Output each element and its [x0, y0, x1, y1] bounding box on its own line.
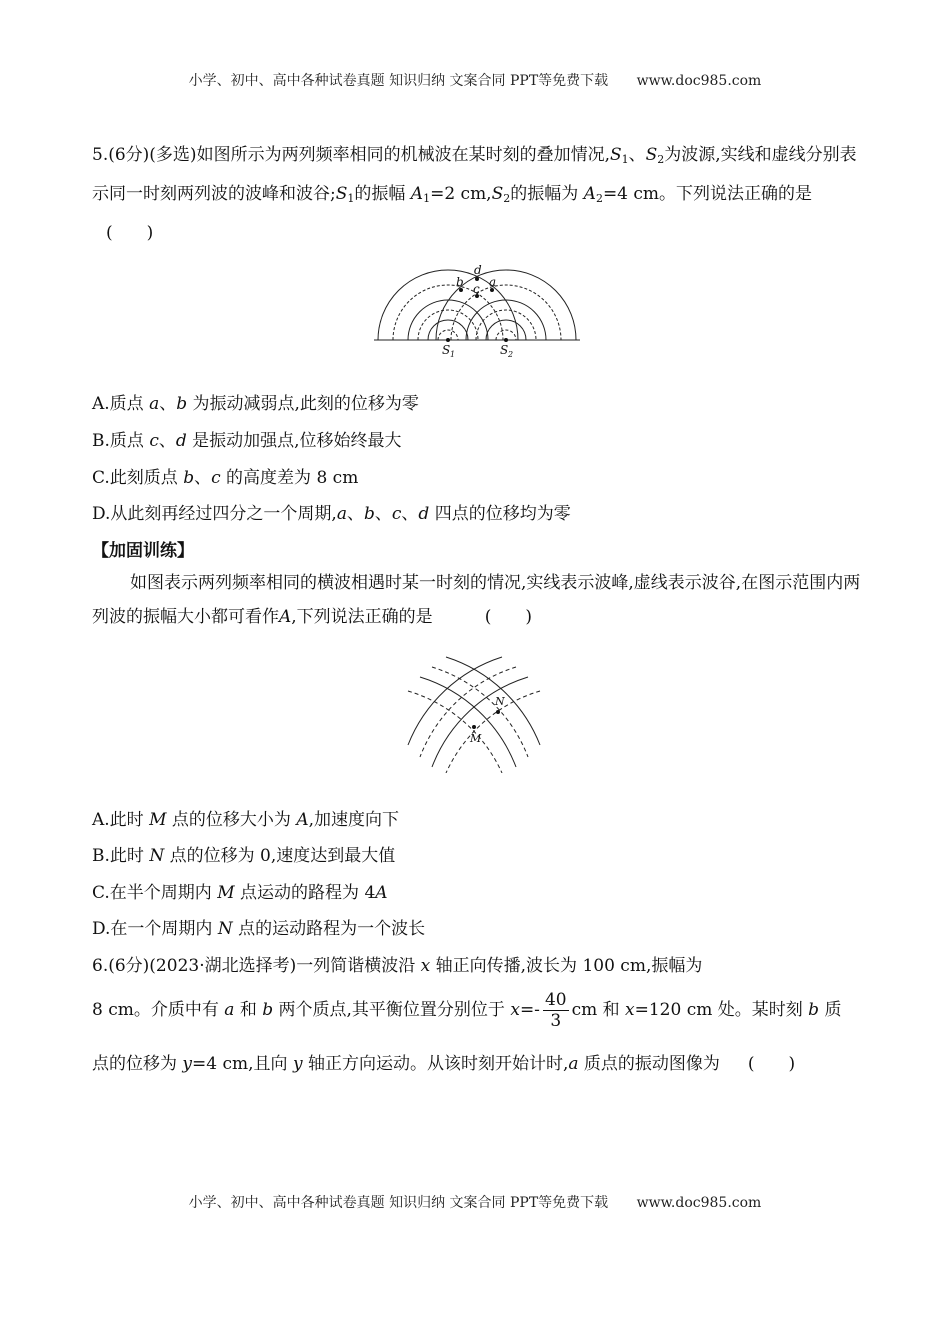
q6-line-3 — [92, 1049, 795, 1074]
opt-var: A — [296, 810, 309, 830]
footer-text: 小学、初中、高中各种试卷真题 知识归纳 文案合同 PPT等免费下载 — [188, 1195, 609, 1211]
label-s1: S — [442, 343, 451, 357]
drill-option-d[interactable] — [92, 914, 425, 939]
var-a: A — [583, 184, 596, 204]
q6-text: 两个质点,其平衡位置分别位于 — [278, 1000, 505, 1020]
wave-superposition-figure — [372, 262, 582, 360]
opt-var: M — [149, 810, 167, 830]
q6-text: =4 cm,且向 — [192, 1054, 288, 1074]
q6-text: =- — [519, 1000, 540, 1020]
opt-text: ,加速度向下 — [308, 810, 400, 830]
header-text: 小学、初中、高中各种试卷真题 知识归纳 文案合同 PPT等免费下载 — [188, 73, 609, 89]
drill-stem-text: ,下列说法正确的是 — [291, 607, 433, 627]
var-s: S — [491, 184, 504, 204]
opt-var: c — [211, 468, 221, 488]
q5-stem-text: =2 cm, — [430, 184, 492, 204]
var-a: a — [224, 1000, 235, 1020]
q5-option-d[interactable] — [92, 499, 571, 524]
var-s: S — [609, 145, 622, 165]
point-m — [472, 725, 476, 729]
q5-stem-text: =4 cm。下列说法正确的是 — [602, 184, 813, 204]
opt-var: c — [391, 504, 402, 524]
opt-var: d — [418, 504, 430, 524]
q6-text: 轴正方向运动。从该时刻开始计时, — [307, 1054, 569, 1074]
opt-text: D.在一个周期内 — [92, 919, 213, 939]
label-s2-sub: 2 — [508, 350, 514, 359]
opt-text: 是振动加强点,位移始终最大 — [192, 431, 402, 451]
var-x: x — [625, 1000, 635, 1020]
label-c: c — [473, 282, 480, 296]
opt-text: 点的位移大小为 — [171, 810, 291, 830]
fraction-denominator: 3 — [550, 1011, 562, 1031]
opt-text: A.质点 — [92, 394, 144, 414]
label-b: b — [456, 275, 464, 289]
opt-sep: 、 — [346, 504, 364, 524]
opt-var: a — [336, 504, 347, 524]
var-x: x — [510, 1000, 520, 1020]
answer-paren: ( ) — [106, 223, 154, 243]
q6-text: 轴正向传播,波长为 100 cm,振幅为 — [435, 956, 703, 976]
header-url[interactable]: www.doc985.com — [636, 73, 762, 89]
q6-text: 点的位移为 — [92, 1054, 177, 1074]
drill-option-a[interactable] — [92, 805, 399, 830]
fraction-numerator: 40 — [544, 990, 567, 1010]
opt-text: D.从此刻再经过四分之一个周期, — [92, 504, 337, 524]
opt-sep: 、 — [159, 394, 177, 414]
opt-text: 四点的位移均为零 — [434, 504, 571, 524]
q5-stem-text: 为波源,实线和虚线分别表示同一时刻两列波的波峰和波谷; — [92, 145, 857, 204]
opt-text: 点的运动路程为一个波长 — [238, 919, 426, 939]
opt-sep: 、 — [401, 504, 419, 524]
section-title: 【加固训练】 — [92, 541, 194, 561]
var-x: x — [420, 956, 431, 976]
q5-option-a[interactable] — [92, 389, 419, 414]
drill-option-c[interactable] — [92, 878, 388, 903]
label-s2: S — [500, 343, 509, 357]
opt-var: c — [149, 431, 159, 451]
answer-paren: ( ) — [747, 1054, 796, 1074]
page-footer — [0, 1192, 950, 1212]
label-a: a — [489, 275, 497, 289]
q6-text: =120 cm 处。某时刻 — [634, 1000, 803, 1020]
opt-var: b — [363, 504, 375, 524]
var-b: b — [262, 1000, 274, 1020]
opt-sep: 、 — [194, 468, 212, 488]
var-s: S — [335, 184, 348, 204]
q6-text: cm 和 — [571, 1000, 620, 1020]
answer-paren: ( ) — [484, 607, 532, 627]
q5-option-b[interactable] — [92, 426, 402, 451]
label-s1-sub: 1 — [450, 350, 456, 359]
q6-line-2 — [92, 990, 841, 1031]
var-y: y — [182, 1054, 193, 1074]
label-n: N — [495, 695, 505, 708]
q6-text: 质 — [824, 1000, 842, 1020]
q6-text: 质点的振动图像为 — [583, 1054, 720, 1074]
opt-var: N — [149, 846, 165, 866]
q5-stem-text: 的振幅为 — [510, 184, 579, 204]
opt-sep: 、 — [374, 504, 392, 524]
footer-url[interactable]: www.doc985.com — [636, 1195, 762, 1211]
opt-var: b — [183, 468, 195, 488]
opt-text: 点运动的路程为 4 — [240, 883, 376, 903]
opt-text: 为振动减弱点,此刻的位移为零 — [192, 394, 419, 414]
opt-var: M — [217, 883, 235, 903]
opt-text: 的高度差为 8 cm — [226, 468, 359, 488]
opt-text: C.在半个周期内 — [92, 883, 212, 903]
opt-text: 点的位移为 0,速度达到最大值 — [169, 846, 396, 866]
opt-var: A — [375, 883, 388, 903]
opt-text: B.质点 — [92, 431, 144, 451]
crossing-waves-figure — [406, 655, 542, 773]
opt-var: a — [149, 394, 160, 414]
var-a: A — [279, 607, 292, 627]
opt-sep: 、 — [158, 431, 176, 451]
q5-stem: 5.(6分)(多选)如图所示为两列频率相同的机械波在某时刻的叠加情况$,S_1$、$S_2$为波源,实线和虚线分别表示同一时刻两列波的波峰和波谷$;S_1$的振幅 $A_1=2$ $cm,S_2$的振幅为 $A_2=4$ cm。下列说法正确的是( ) — [92, 138, 867, 250]
page-header — [0, 70, 950, 90]
q6-text: 和 — [239, 1000, 257, 1020]
opt-text: B.此时 — [92, 846, 144, 866]
var-a: A — [410, 184, 424, 204]
point-d — [475, 277, 479, 281]
opt-var: b — [176, 394, 188, 414]
q5-stem-text: 5.(6分)(多选)如图所示为两列频率相同的机械波在某时刻的叠加情况, — [92, 145, 610, 165]
opt-text: A.此时 — [92, 810, 144, 830]
q5-stem-text: 的振幅 — [354, 184, 406, 204]
label-m: M — [470, 732, 482, 745]
drill-option-b[interactable] — [92, 841, 395, 866]
var-y: y — [292, 1054, 303, 1074]
q6-line-1 — [92, 951, 702, 976]
q6-text: 8 cm。介质中有 — [92, 1000, 219, 1020]
var-b: b — [808, 1000, 820, 1020]
point-n — [496, 710, 500, 714]
drill-stem-text: 如图表示两列频率相同的横波相遇时某一时刻的情况,实线表示波峰,虚线表示波谷,在图示范围内两列波的振幅大小都可看作 — [92, 573, 861, 627]
var-a: a — [568, 1054, 579, 1074]
q5-stem-sep: 、 — [628, 145, 646, 165]
opt-text: C.此刻质点 — [92, 468, 178, 488]
q6-text: 6.(6分)(2023·湖北选择考)一列简谐横波沿 — [92, 956, 416, 976]
label-d: d — [474, 263, 482, 277]
opt-var: N — [217, 919, 233, 939]
drill-stem — [92, 566, 867, 634]
fraction — [543, 990, 569, 1031]
opt-var: d — [175, 431, 187, 451]
var-s: S — [645, 145, 658, 165]
q5-option-c[interactable] — [92, 463, 358, 488]
